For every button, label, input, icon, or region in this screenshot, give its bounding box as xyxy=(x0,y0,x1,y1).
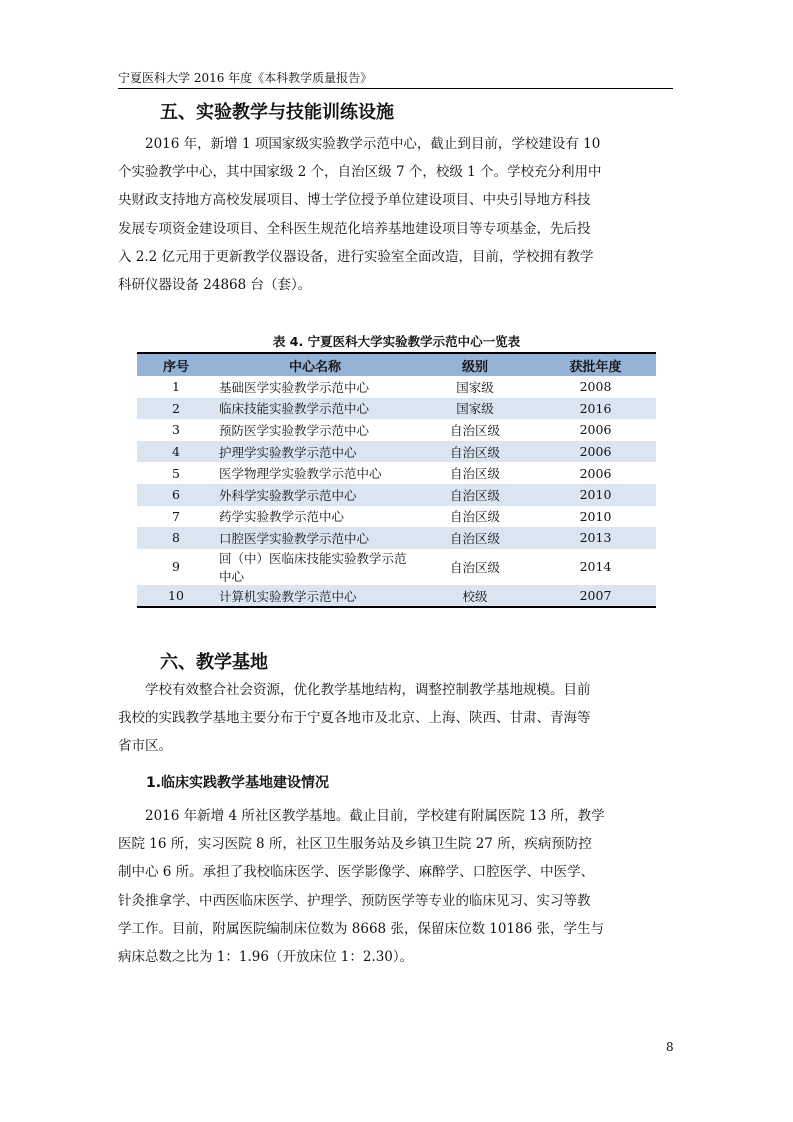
cell-year: 2013 xyxy=(535,527,656,549)
cell-level: 自治区级 xyxy=(449,466,500,482)
paragraph-line: 个实验教学中心，其中国家级 2 个，自治区级 7 个，校级 1 个。学校充分利用中 xyxy=(118,164,602,181)
table-row xyxy=(137,527,656,549)
table-row xyxy=(137,441,656,463)
cell-level: 自治区级 xyxy=(449,559,500,575)
paragraph-line: 针灸推拿学、中西医临床医学、护理学、预防医学等专业的临床见习、实习等教 xyxy=(118,892,591,909)
table-row xyxy=(137,398,656,420)
cell-level: 国家级 xyxy=(456,379,494,395)
cell-index: 10 xyxy=(137,585,215,608)
cell-index: 8 xyxy=(137,527,215,549)
page-number: 8 xyxy=(666,1040,674,1054)
paragraph-line: 入 2.2 亿元用于更新教学仪器设备，进行实验室全面改造，目前，学校拥有教学 xyxy=(118,248,594,265)
header-cell-index: 序号 xyxy=(137,353,215,376)
paragraph-line: 医院 16 所，实习医院 8 所，社区卫生服务站及乡镇卫生院 27 所，疾病预防控 xyxy=(118,836,592,853)
cell-center-name: 外科学实验教学示范中心 xyxy=(215,484,415,506)
section-6-body-paragraph xyxy=(118,802,673,971)
cell-level: 校级 xyxy=(415,585,535,608)
cell-center-name: 基础医学实验教学示范中心 xyxy=(219,379,370,395)
paragraph-line: 科研仪器设备 24868 台（套）。 xyxy=(118,276,312,293)
cell-level: 自治区级 xyxy=(449,422,500,438)
table-row xyxy=(137,376,656,398)
paragraph-line: 2016 年，新增 1 项国家级实验教学示范中心，截止到目前，学校建设有 10 xyxy=(145,136,601,152)
header-cell-name: 中心名称 xyxy=(215,353,415,376)
paragraph-line: 发展专项资金建设项目、全科医生规范化培养基地建设项目等专项基金，先后投 xyxy=(118,220,591,237)
section-5-title: 五、实验教学与技能训练设施 xyxy=(160,102,394,123)
cell-year: 2006 xyxy=(535,441,656,463)
header-cell-year: 获批年度 xyxy=(535,353,656,376)
cell-center-name: 护理学实验教学示范中心 xyxy=(215,441,415,463)
running-header: 宁夏医科大学 2016 年度《本科教学质量报告》 xyxy=(118,70,673,89)
cell-level: 自治区级 xyxy=(415,441,535,463)
cell-year: 2010 xyxy=(579,508,612,524)
cell-center-name: 药学实验教学示范中心 xyxy=(219,509,345,525)
cell-center-name: 口腔医学实验教学示范中心 xyxy=(215,527,415,549)
table-body xyxy=(137,376,656,607)
section-5-paragraph xyxy=(118,130,673,299)
cell-center-name: 计算机实验教学示范中心 xyxy=(215,585,415,608)
table-caption: 表 4. 宁夏医科大学实验教学示范中心一览表 xyxy=(272,334,521,349)
cell-index: 1 xyxy=(172,379,180,395)
paragraph-line: 我校的实践教学基地主要分布于宁夏各地市及北京、上海、陕西、甘肃、青海等 xyxy=(118,710,591,727)
section-6-title: 六、教学基地 xyxy=(160,652,268,673)
table-row xyxy=(137,419,656,441)
cell-level: 自治区级 xyxy=(415,484,535,506)
paragraph-line: 央财政支持地方高校发展项目、博士学位授予单位建设项目、中央引导地方科技 xyxy=(118,192,591,209)
table-row xyxy=(137,506,656,528)
cell-index: 4 xyxy=(137,441,215,463)
table-row xyxy=(137,549,656,585)
cell-year: 2014 xyxy=(579,559,612,575)
cell-year: 2010 xyxy=(535,484,656,506)
paragraph-line: 学校有效整合社会资源，优化教学基地结构，调整控制教学基地规模。目前 xyxy=(145,682,591,698)
cell-index: 2 xyxy=(137,398,215,420)
cell-center-name: 预防医学实验教学示范中心 xyxy=(219,422,370,438)
cell-index: 7 xyxy=(172,508,180,524)
paragraph-line: 2016 年新增 4 所社区教学基地。截止目前，学校建有附属医院 13 所，教学 xyxy=(145,808,605,824)
lab-centers-table xyxy=(137,352,656,608)
subsection-title: 1.临床实践教学基地建设情况 xyxy=(146,775,330,791)
cell-level: 自治区级 xyxy=(449,509,500,525)
cell-year: 2006 xyxy=(579,422,612,438)
cell-year: 2007 xyxy=(535,585,656,608)
cell-index: 9 xyxy=(172,559,180,575)
paragraph-line: 学工作。目前，附属医院编制床位数为 8668 张，保留床位数 10186 张，学生与 xyxy=(118,920,604,937)
cell-center-name: 医学物理学实验教学示范中心 xyxy=(219,466,382,482)
header-cell-level: 级别 xyxy=(415,353,535,376)
paragraph-line: 制中心 6 所。承担了我校临床医学、医学影像学、麻醉学、口腔医学、中医学、 xyxy=(118,864,595,881)
cell-index: 6 xyxy=(137,484,215,506)
cell-index: 3 xyxy=(172,422,180,438)
section-6-intro-paragraph xyxy=(118,676,673,761)
cell-year: 2008 xyxy=(579,379,612,395)
table-header-row xyxy=(137,353,656,376)
cell-year: 2016 xyxy=(535,398,656,420)
paragraph-line: 省市区。 xyxy=(118,738,172,755)
paragraph-line: 病床总数之比为 1：1.96（开放床位 1：2.30）。 xyxy=(118,948,414,965)
cell-level: 自治区级 xyxy=(415,527,535,549)
table-row xyxy=(137,585,656,608)
cell-center-name: 回（中）医临床技能实验教学示范中心 xyxy=(219,550,407,584)
cell-year: 2006 xyxy=(579,465,612,481)
table-row xyxy=(137,462,656,484)
table-row xyxy=(137,484,656,506)
cell-index: 5 xyxy=(172,465,180,481)
cell-level: 国家级 xyxy=(415,398,535,420)
cell-center-name: 临床技能实验教学示范中心 xyxy=(215,398,415,420)
